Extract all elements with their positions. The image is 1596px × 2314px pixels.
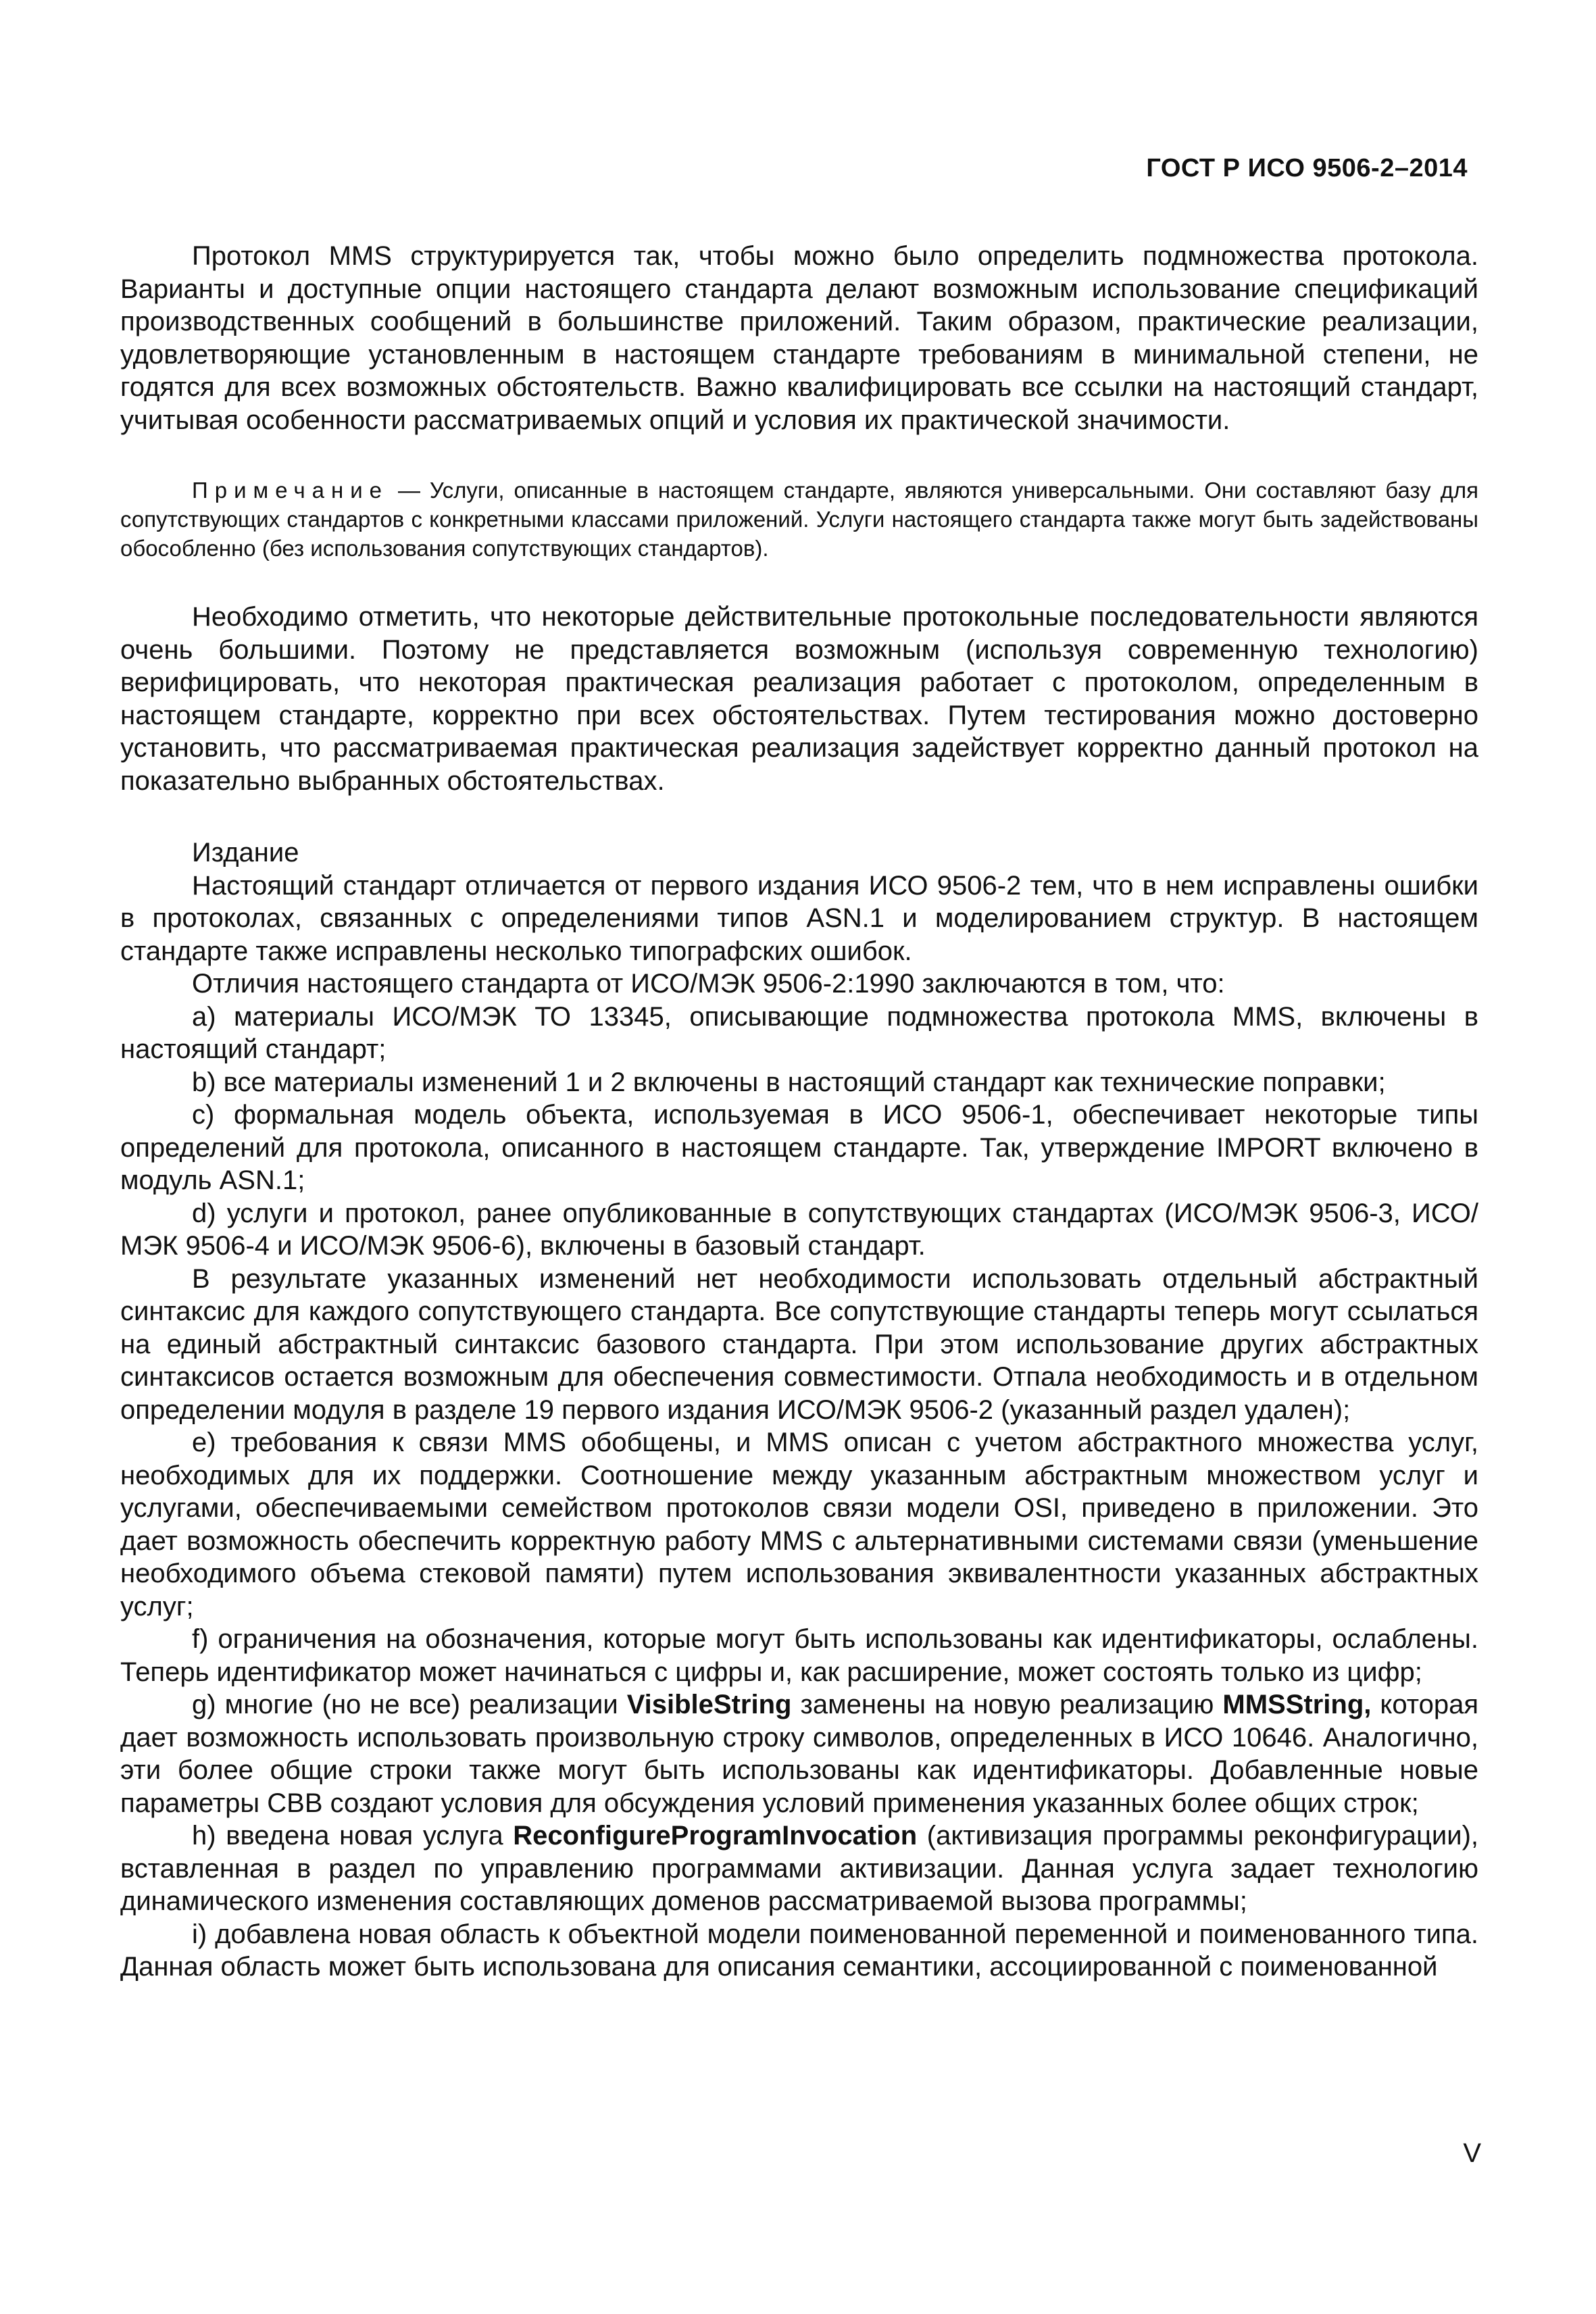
list-item-b: b) все материалы изменений 1 и 2 включены в настоящий стандарт как технические поправки; [192, 1067, 1386, 1097]
list-item-g [120, 1688, 1478, 1819]
list-item-f: f) ограничения на обозначения, которые могут быть использованы как идентификаторы, ослаблены. Теперь идентификатор может начинаться с цифры и, как расширение, может состоять только из цифр; [120, 1624, 1478, 1687]
term-visiblestring: VisibleString [626, 1690, 792, 1719]
text-run: (активизация программы реконфигурации), вставленная в раздел по управлению программами активизации. Данная услуга задает технологию динамического изменения составляющих доменов рассматриваемой вызова программы; [120, 1821, 1478, 1916]
section-heading: Издание [192, 838, 299, 867]
paragraph: Отличия настоящего стандарта от ИСО/МЭК 9506-2:1990 заключаются в том, что: [192, 969, 1225, 999]
list-item-e: e) требования к связи MMS обобщены, и MMS описан с учетом абстрактного множества услуг, необходимых для их поддержки. Соотношение между указанным абстрактным множеством услуг и услугами, обеспечиваемыми семейством протоколов связи модели OSI, приведено в приложении. Это дает возможность обеспечить корректную работу MMS с альтернативными системами связи (уменьшение необходимого объема стековой памяти) путем использования эквивалентности указанных абстрактных услуг; [120, 1428, 1478, 1621]
paragraph: В результате указанных изменений нет необходимости использовать отдельный абстрактный синтаксис для каждого сопутствующего стандарта. Все сопутствующие стандарты теперь могут ссылаться на единый абстрактный синтаксис базового стандарта. При этом использование других абстрактных синтаксисов остается возможным для обеспечения совместимости. Отпала необходимость и в отдельном определении модуля в разделе 19 первого издания ИСО/МЭК 9506-2 (указанный раздел удален); [120, 1263, 1478, 1425]
text-run: заменены на новую реализацию [791, 1690, 1223, 1719]
text-run: g) многие (но не все) реализации [192, 1690, 627, 1719]
list-item-i: i) добавлена новая область к объектной модели поименованной переменной и поименованного типа. Данная область может быть использована для описания семантики, ассоциированной с поименованной [120, 1919, 1478, 1982]
paragraph: Настоящий стандарт отличается от первого издания ИСО 9506-2 тем, что в нем исправлены ошибки в протоколах, связанных с определениями типов ASN.1 и моделированием структур. В настоящем стандарте также исправлены несколько типографских ошибок. [120, 870, 1478, 966]
paragraph: Протокол MMS структурируется так, чтобы можно было определить подмножества протокола. Варианты и доступные опции настоящего стандарта делают возможным использование спецификаций производственных сообщений в большинстве приложений. Таким образом, практические реализации, удовлетворяющие установленным в настоящем стандарте требованиям в минимальной степени, не годятся для всех возможных обстоятельств. Важно квалифицировать все ссылки на настоящий стандарт, учитывая особенности рассматриваемых опций и условия их практической значимости. [120, 241, 1478, 435]
list-item-d: d) услуги и протокол, ранее опубликованные в сопутствующих стандартах (ИСО/МЭК 9506-3, ИСО/МЭК 9506-4 и ИСО/МЭК 9506-6), включены в базовый стандарт. [120, 1198, 1478, 1261]
paragraph: Необходимо отметить, что некоторые действительные протокольные последовательности являются очень большими. Поэтому не представляется возможным (используя современную технологию) верифицировать, что некоторая практическая реализация работает с протоколом, определенным в настоящем стандарте, корректно при всех обстоятельствах. Путем тестирования можно достоверно установить, что рассматриваемая практическая реализация задействует корректно данный протокол на показательно выбранных обстоятельствах. [120, 602, 1478, 796]
page-content [120, 240, 1478, 1984]
text-run: h) введена новая услуга [192, 1821, 514, 1851]
list-item-a: a) материалы ИСО/МЭК ТО 13345, описывающие подмножества протокола MMS, включены в настоящий стандарт; [120, 1001, 1478, 1064]
page-number: V [1463, 2138, 1481, 2168]
document-header: ГОСТ Р ИСО 9506-2–2014 [1146, 154, 1468, 182]
list-item-h [120, 1819, 1478, 1918]
term-mmsstring: MMSString, [1222, 1690, 1372, 1719]
note [120, 476, 1478, 563]
list-item-c: c) формальная модель объекта, используемая в ИСО 9506-1, обеспечивает некоторые типы определений для протокола, описанного в настоящем стандарте. Так, утверждение IMPORT включено в модуль ASN.1; [120, 1100, 1478, 1195]
term-reconfigureprograminvocation: ReconfigureProgramInvocation [513, 1821, 918, 1851]
text-run: которая дает возможность использовать произвольную строку символов, определенных в ИСО 10646. Аналогично, эти более общие строки также могут быть использованы как идентификаторы. Добавленные новые параметры CBB создают условия для обсуждения условий применения указанных более общих строк; [120, 1690, 1478, 1818]
spacer [120, 797, 1478, 836]
note-label: Примечание [192, 478, 389, 503]
note-text: — Услуги, описанные в настоящем стандарте, являются универсальными. Они составляют базу для сопутствующих стандартов с конкретными классами приложений. Услуги настоящего стандарта также могут быть задействованы обособленно (без использования сопутствующих стандартов). [120, 478, 1478, 561]
